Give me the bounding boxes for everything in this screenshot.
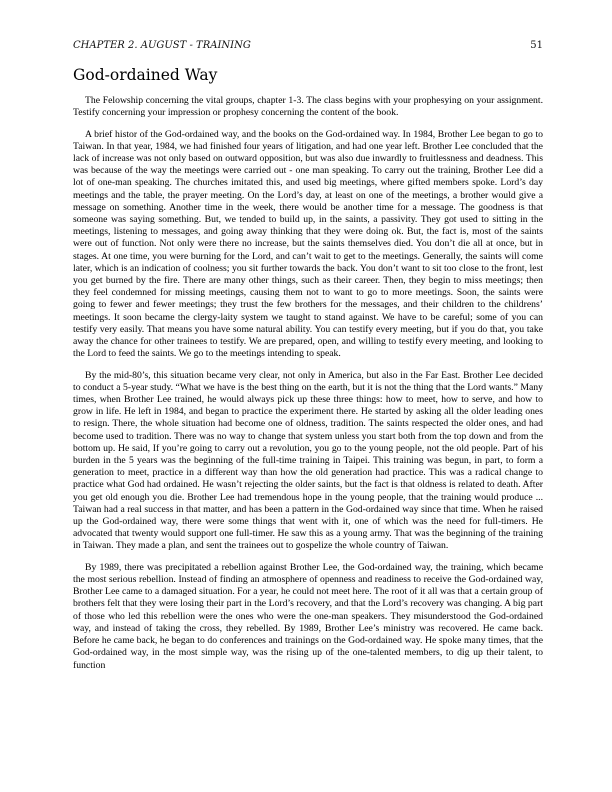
body-text xyxy=(73,95,543,681)
paragraph-4: By 1989, there was precipitated a rebellion against Brother Lee, the God-ordained way, the training, which became the most serious rebellion. Instead of finding an atmosphere of openness and readiness to receive the God-ordained way, Brother Lee came to a damaged situation. For a year, he could not meet here. The root of it all was that a certain group of brothers felt that they were losing their part in the Lord’s recovery, and that the Lord’s recovery was changing. A big part of those who led this rebellion were the ones who were the one-man speakers. They misunderstood the God-ordained way, and instead of taking the cross, they rebelled. By 1989, Brother Lee’s ministry was recovered. He came back. Before he came back, he began to do conferences and trainings on the God-ordained way. He spoke many times, that the God-ordained way, in the most simple way, was the rising up of the one-talented members, to dig up their talent, to function xyxy=(73,561,543,671)
paragraph-1: The Felowship concerning the vital groups, chapter 1-3. The class begins with your prophesying on your assignment. Testify concerning your impression or prophesy concerning the content of the book. xyxy=(73,95,543,119)
running-header xyxy=(73,40,543,51)
chapter-heading: CHAPTER 2. AUGUST - TRAINING xyxy=(73,40,251,51)
paragraph-3: By the mid-80’s, this situation became very clear, not only in America, but also in the Far East. Brother Lee decided to conduct a 5-year study. “What we have is the best thing on the earth, but it is not the thing that the Lord wants.” Many times, when Brother Lee trained, he would always pick up these three things: how to meet, how to serve, and how to grow in life. He left in 1984, and began to practice the experiment there. He started by asking all the older leading ones to resign. There, the whole situation had become one of oldness, tradition. The saints respected the older ones, and had become used to tradition. There was no way to change that system unless you start both from the top down and from the bottom up. He said, If you’re going to carry out a revolution, you go to the young people, not the old people. Part of his burden in the 5 years was the beginning of the full-time training in Taipei. This training was begun, in part, to form a generation to meet, practice in a different way than how the old generation had practice. This was a radical change to practice what God had ordained. He wasn’t rejecting the older saints, but the fact is that oldness is related to death. After you get old enough you die. Brother Lee had tremendous hope in the young people, that the training would produce ... Taiwan had a real success in that matter, and has been a pattern in the God-ordained way since that time. When he raised up the God-ordained way, there were some things that went with it, one of which was the need for full-timers. He advocated that twenty would support one full-timer. He saw this as a young army. That was the beginning of the training in Taiwan. They made a plan, and sent the trainees out to gospelize the whole country of Taiwan. xyxy=(73,369,543,552)
page-number: 51 xyxy=(530,40,543,51)
section-title: God-ordained Way xyxy=(73,66,218,84)
paragraph-2: A brief histor of the God-ordained way, and the books on the God-ordained way. In 1984, Brother Lee began to go to Taiwan. In that year, 1984, we had finished four years of litigation, and had one year left. Brother Lee concluded that the lack of increase was not only based on outward opposition, but was also due inwardly to fruitlessness and deadness. This was because of the way the meetings were carried out - one man speaking. To carry out the training, Brother Lee did a lot of one-man speaking. The churches imitated this, and used big meetings, where gifted members spoke. Lord’s day meetings and the table, the prayer meeting. On the Lord’s day, at least on one of the meetings, a brother would give a message on something. Another time in the week, there would be another time for a message. The goodness is that someone was saying something. But, we tended to build up, in the saints, a passivity. They got used to sitting in the meetings, listening to messages, and going away thinking that they were doing ok. But, the fact is, most of the saints were out of function. Not only were there no increase, but the saints themselves died. You don’t die all at once, but in stages. At one time, you were burning for the Lord, and can’t wait to get to the meetings. Generally, the saints will come later, which is an indication of coolness; you sit further towards the back. You don’t want to sit too close to the front, lest you get burned by the fire. There are many other things, such as their career. Then, they begin to miss meetings; then they feel condemned for missing meetings, causing them not to want to go to more meetings. Soon, the saints were going to fewer and fewer meetings; they trust the few brothers for the messages, and their children to the childrens’ meetings. It soon became the clergy-laity system we taught to stand against. We have to be careful; some of you can testify very easily. That means you have some natural ability. You can testify every meeting, but if you do that, you take away the chance for other trainees to testify. We are prepared, open, and willing to testify every meeting, and looking to the Lord to feed the saints. We go to the meetings intending to speak. xyxy=(73,128,543,360)
